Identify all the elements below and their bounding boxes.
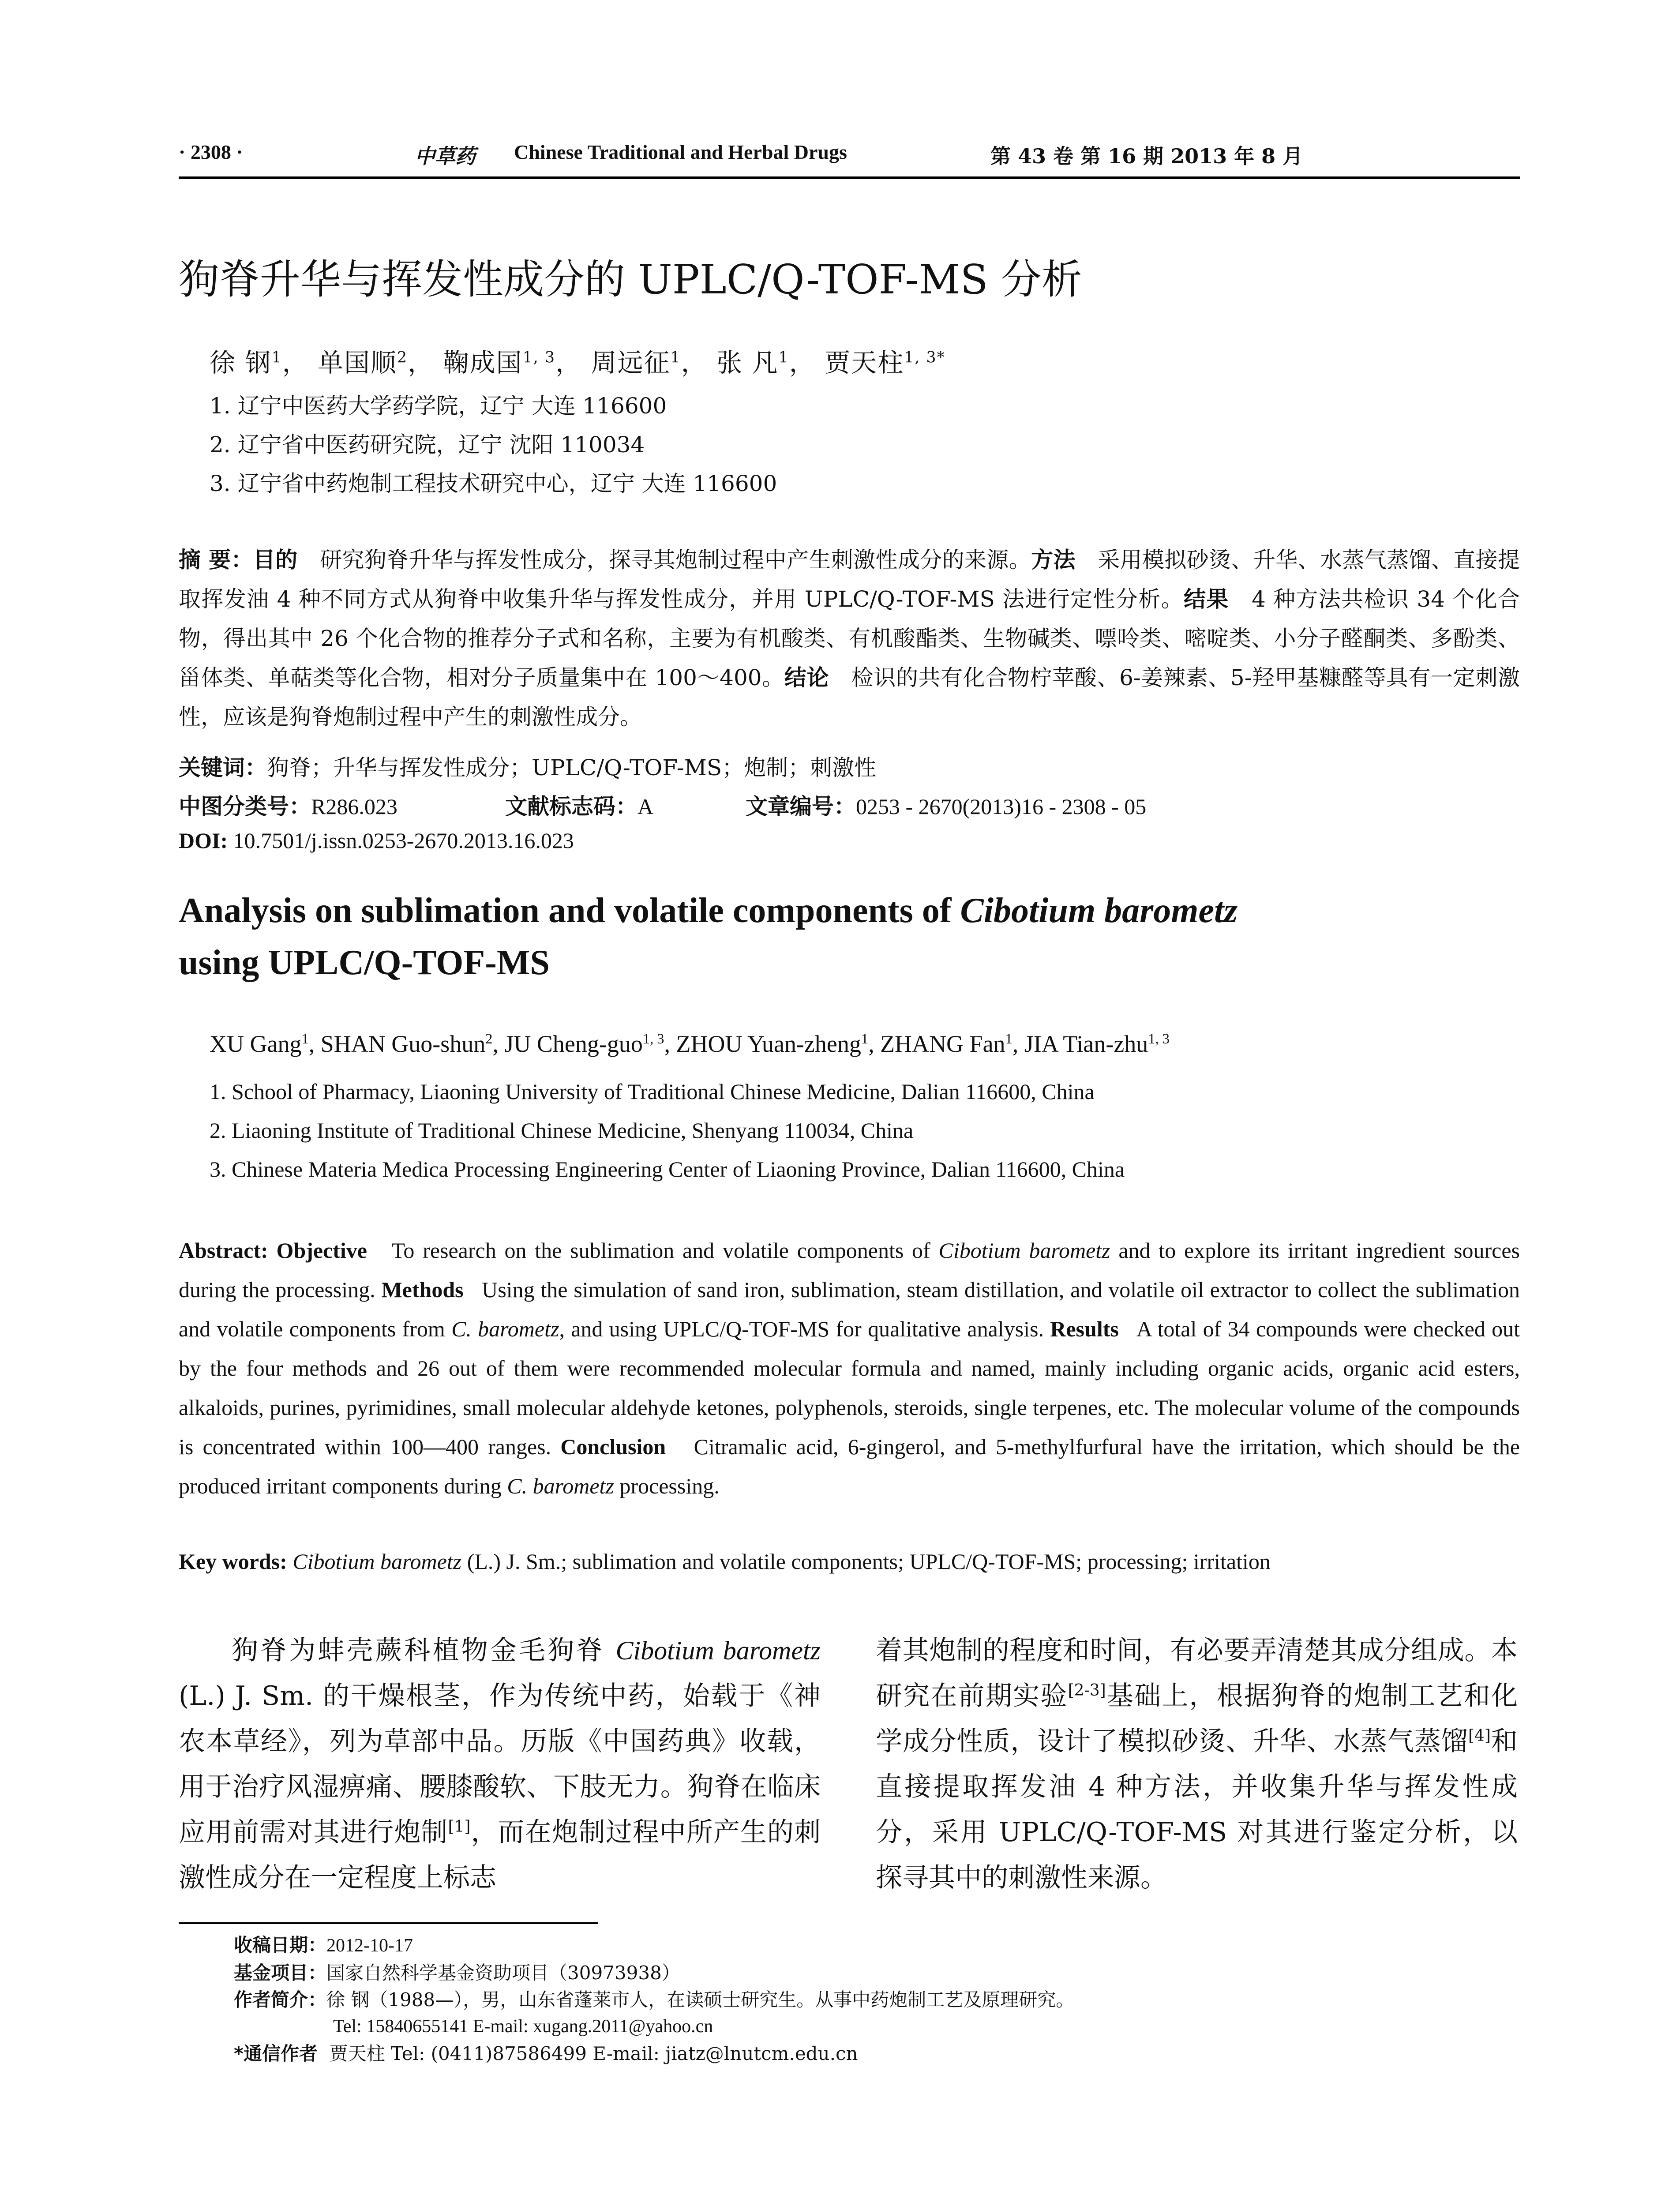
- cn-conclusion-label: 结论: [784, 665, 829, 690]
- cn-affiliation: 1. 辽宁中医药大学药学院，辽宁 大连 116600: [210, 393, 667, 419]
- cn-objective-label: 目的: [253, 547, 298, 573]
- en-affiliation: 1. School of Pharmacy, Liaoning University of Traditional Chinese Medicine, Dalian 116600, China: [210, 1079, 1095, 1104]
- footnote-received: 收稿日期：2012-10-17: [234, 1934, 413, 1956]
- cn-results-label: 结果: [1183, 586, 1229, 612]
- page-number: · 2308 ·: [179, 141, 243, 163]
- footnote-rule: [179, 1922, 598, 1924]
- cn-author: 鞠成国$^{1, 3}$: [443, 348, 556, 378]
- cn-affiliation: 2. 辽宁省中医药研究院，辽宁 沈阳 110034: [210, 432, 645, 458]
- footnote-fund: 基金项目：国家自然科学基金资助项目（30973938）: [234, 1962, 680, 1984]
- cn-abstract: [179, 540, 1520, 737]
- citation[interactable]: [4]: [1468, 1727, 1491, 1745]
- cn-results-text: 4 种方法共检识 34 个化合物，得出其中 26 个化合物的推荐分子式和名称，主要为有机酸类、有机酸酯类、生物碱类、嘌呤类、嘧啶类、小分子醛酮类、多酚类、甾体类、单萜类等化合物，相对分子质量集中在 100～400。: [179, 586, 1520, 690]
- body-column-left: [179, 1628, 821, 1901]
- cn-conclusion-text: 检识的共有化合物柠苹酸、6-姜辣素、5-羟甲基糠醛等具有一定刺激性，应该是狗脊炮制过程中产生的刺激性成分。: [179, 665, 1520, 730]
- en-results-label: Results: [1050, 1317, 1119, 1341]
- cn-article-number: 文章编号：0253 - 2670(2013)16 - 2308 - 05: [746, 794, 1147, 819]
- journal-name-cn: 中草药: [415, 144, 476, 168]
- cn-methods-label: 方法: [1031, 547, 1076, 573]
- cn-author: 周远征$^1$: [591, 348, 681, 378]
- journal-name-en: Chinese Traditional and Herbal Drugs: [514, 141, 847, 163]
- en-affiliation: 3. Chinese Materia Medica Processing Engineering Center of Liaoning Province, Dalian 116600, China: [210, 1157, 1125, 1182]
- en-author-list: XU Gang$^1$, SHAN Guo-shun$^2$, JU Cheng-guo$^{1, 3}$, ZHOU Yuan-zheng$^1$, ZHANG Fan$^1$, JIA Tian-zhu$^{1, 3}$: [210, 1031, 1170, 1057]
- en-author: SHAN Guo-shun$^2$: [320, 1031, 493, 1057]
- en-keywords: Key words: Cibotium barometz (L.) J. Sm.; sublimation and volatile components; UPLC/Q-TOF-MS; processing; irritation: [179, 1549, 1271, 1574]
- body-column-right: [876, 1628, 1518, 1901]
- citation[interactable]: [2-3]: [1068, 1681, 1106, 1700]
- cn-author: 徐 钢$^1$: [210, 348, 282, 378]
- citation[interactable]: [1]: [448, 1818, 471, 1836]
- header-rule: [179, 176, 1520, 179]
- cn-author-list: 徐 钢$^1$， 单国顺$^2$， 鞠成国$^{1, 3}$， 周远征$^1$， 张 凡$^1$， 贾天柱$^{1, 3*}$: [210, 348, 945, 378]
- en-methods-label: Methods: [381, 1277, 464, 1302]
- en-affiliation: 2. Liaoning Institute of Traditional Chinese Medicine, Shenyang 110034, China: [210, 1118, 914, 1143]
- cn-author: 单国顺$^2$: [318, 348, 408, 378]
- cn-abstract-label: 摘 要：: [179, 547, 253, 573]
- en-author: ZHANG Fan$^1$: [880, 1031, 1012, 1057]
- en-title: Analysis on sublimation and volatile components of Cibotium barometz using UPLC/Q-TOF-MS: [179, 891, 1238, 982]
- en-author: JU Cheng-guo$^{1, 3}$: [504, 1031, 664, 1057]
- cn-objective-text: 研究狗脊升华与挥发性成分，探寻其炮制过程中产生刺激性成分的来源。: [320, 547, 1031, 573]
- body-paragraph: 着其炮制的程度和时间，有必要弄清楚其成分组成。本研究在前期实验[2-3]基础上，根据狗脊的炮制工艺和化学成分性质，设计了模拟砂烫、升华、水蒸气蒸馏[4]和直接提取挥发油 4 种方法，并收集升华与挥发性成分，采用 UPLC/Q-TOF-MS 对其进行鉴定分析，以探寻其中的刺激性来源。: [876, 1635, 1518, 1893]
- footnote-author: 作者简介：徐 钢（1988—），男，山东省蓬莱市人，在读硕士研究生。从事中药炮制工艺及原理研究。: [234, 1989, 1075, 2011]
- cn-classification: 中图分类号：R286.023: [179, 794, 398, 819]
- en-title-species: Cibotium barometz: [960, 891, 1238, 930]
- cn-document-code: 文献标志码：A: [505, 794, 654, 819]
- cn-affiliation: 3. 辽宁省中药炮制工程技术研究中心，辽宁 大连 116600: [210, 471, 777, 496]
- footnotes: [234, 1932, 1074, 2067]
- footnote-author-contact: Tel: 15840655141 E-mail: xugang.2011@yahoo.cn: [333, 2016, 713, 2037]
- running-header: [179, 140, 1520, 180]
- journal-issue: 第 43 卷 第 16 期 2013 年 8 月: [990, 144, 1303, 168]
- body-paragraph: 狗脊为蚌壳蕨科植物金毛狗脊 Cibotium barometz (L.) J. Sm. 的干燥根茎，作为传统中药，始载于《神农本草经》，列为草部中品。历版《中国药典》收载，用于治疗风湿痹痛、腰膝酸软、下肢无力。狗脊在临床应用前需对其进行炮制[1]，而在炮制过程中所产生的刺激性成分在一定程度上标志: [179, 1635, 821, 1893]
- en-author: JIA Tian-zhu$^{1, 3}$: [1024, 1031, 1170, 1057]
- cn-methods-text: 采用模拟砂烫、升华、水蒸气蒸馏、直接提取挥发油 4 种不同方式从狗脊中收集升华与挥发性成分，并用 UPLC/Q-TOF-MS 法进行定性分析。: [179, 547, 1520, 612]
- doi: DOI: 10.7501/j.issn.0253-2670.2013.16.023: [179, 828, 574, 853]
- en-author: ZHOU Yuan-zheng$^1$: [676, 1031, 869, 1057]
- en-author: XU Gang$^1$: [210, 1031, 309, 1057]
- en-objective-label: Objective: [276, 1238, 367, 1263]
- cn-author: 贾天柱$^{1, 3*}$: [825, 348, 945, 378]
- cn-title: 狗脊升华与挥发性成分的 UPLC/Q-TOF-MS 分析: [179, 256, 1082, 303]
- footnote-corresponding: *通信作者 贾天柱 Tel: (0411)87586499 E-mail: jiatz@lnutcm.edu.cn: [234, 2043, 858, 2064]
- cn-keywords: 关键词：狗脊；升华与挥发性成分；UPLC/Q-TOF-MS；炮制；刺激性: [179, 755, 877, 780]
- en-conclusion-label: Conclusion: [560, 1434, 666, 1459]
- en-abstract: Abstract: Objective To research on the sublimation and volatile components of Cibotium barometz and to explore its irritant ingredient sources during the processing. Methods Using the simulation of sand iron, sublimation, steam distillation, and volatile oil extractor to collect the sublimation and volatile components from C. barometz, and using UPLC/Q-TOF-MS for qualitative analysis. Results A total of 34 compounds were checked out by the four methods and 26 out of them were recommended molecular formula and named, mainly including organic acids, organic acid esters, alkaloids, purines, pyrimidines, small molecular aldehyde ketones, polyphenols, steroids, single terpenes, etc. The molecular volume of the compounds is concentrated within 100—400 ranges. Conclusion Citramalic acid, 6-gingerol, and 5-methylfurfural have the irritation, which should be the produced irritant components during C. barometz processing.: [179, 1238, 1520, 1498]
- cn-author: 张 凡$^1$: [716, 348, 789, 378]
